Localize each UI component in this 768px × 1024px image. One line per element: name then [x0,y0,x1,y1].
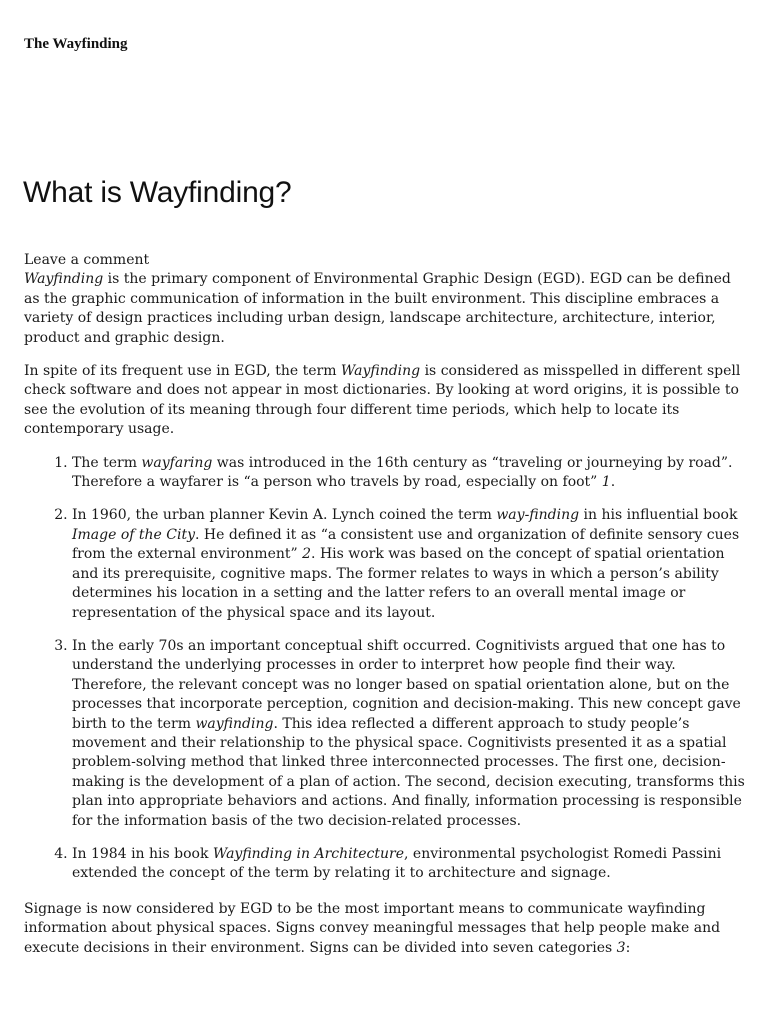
leave-comment-link[interactable]: Leave a comment [24,252,150,268]
book-title: Wayfinding in Architecture [212,845,405,862]
item1-text-c: . [610,474,616,491]
reference-link-2[interactable]: 2 [302,546,312,563]
post-title: What is Wayfinding? [23,176,292,209]
site-title[interactable]: The Wayfinding [24,36,128,52]
intro-text: is the primary component of Environmental Graphic Design (EGD). EGD can be defined as the graphic communication of information in the built environment. This discipline embraces a variety of design practices including urban design, landscape architecture, architecture, interior, product and graphic design. [24,271,731,346]
item4-text-a: In 1984 in his book [72,845,213,862]
term-way-finding: way-finding [496,507,580,524]
signage-paragraph [24,900,746,958]
list-item [72,454,746,493]
term-wayfaring: wayfaring [141,454,213,471]
signage-text-a: Signage is now considered by EGD to be the most important means to communicate wayfinding information about physical spaces. Signs convey meaningful messages that help people make and execute decisions in their environment. Signs can be divided into seven categories [24,900,721,956]
term-wayfinding: Wayfinding [24,271,104,288]
item1-text-b: was introduced in the 16th century as “traveling or journeying by road”. Therefore a wayfarer is “a person who travels by road, especially on foot” [72,454,733,491]
etymology-paragraph [24,362,746,440]
item2-text-d: . His work was based on the concept of spatial orientation and its prerequisite, cognitive maps. The former relates to ways in which a person’s ability determines his location in a setting and the latter refers to an overall mental image or representation of the physical space and its layout. [72,546,725,621]
book-title: Image of the City [72,526,196,543]
term-wayfinding: wayfinding [195,715,274,732]
intro-paragraph [24,270,746,348]
item1-text-a: The term [72,454,142,471]
item2-text-c: . He defined it as “a consistent use and organization of definite sensory cues from the external environment” [72,526,740,563]
reference-link-1[interactable]: 1 [601,474,611,491]
list-item [72,637,746,831]
item2-text-a: In 1960, the urban planner Kevin A. Lynch coined the term [72,507,497,524]
reference-link-3[interactable]: 3 [616,939,626,956]
etymology-text-b: is considered as misspelled in different spell check software and does not appear in most dictionaries. By looking at word origins, it is possible to see the evolution of its meaning through four different time periods, which help to locate its contemporary usage. [24,363,741,438]
signage-text-b: : [625,939,631,956]
article-content [24,251,746,972]
etymology-text-a: In spite of its frequent use in EGD, the term [24,363,341,380]
list-item [72,845,746,884]
item3-text-a: In the early 70s an important conceptual shift occurred. Cognitivists argued that one has to understand the underlying processes in order to interpret how people find their way. Therefore, the relevant concept was no longer based on spatial orientation alone, but on the processes that incorporate perception, cognition and decision-making. This new concept gave birth to the term [72,637,741,732]
item3-text-b: . This idea reflected a different approach to study people’s movement and their relationship to the physical space. Cognitivists presented it as a spatial problem-solving method that linked three interconnected processes. The first one, decision-making is the development of a plan of action. The second, decision executing, transforms this plan into appropriate behaviors and actions. And finally, information processing is responsible for the information basis of the two decision-related processes. [72,715,745,829]
term-wayfinding: Wayfinding [340,363,421,380]
list-item [72,506,746,622]
history-list [24,454,746,884]
item4-text-b: , environmental psychologist Romedi Passini extended the concept of the term by relating it to architecture and signage. [72,845,722,882]
item2-text-b: in his influential book [579,507,738,524]
